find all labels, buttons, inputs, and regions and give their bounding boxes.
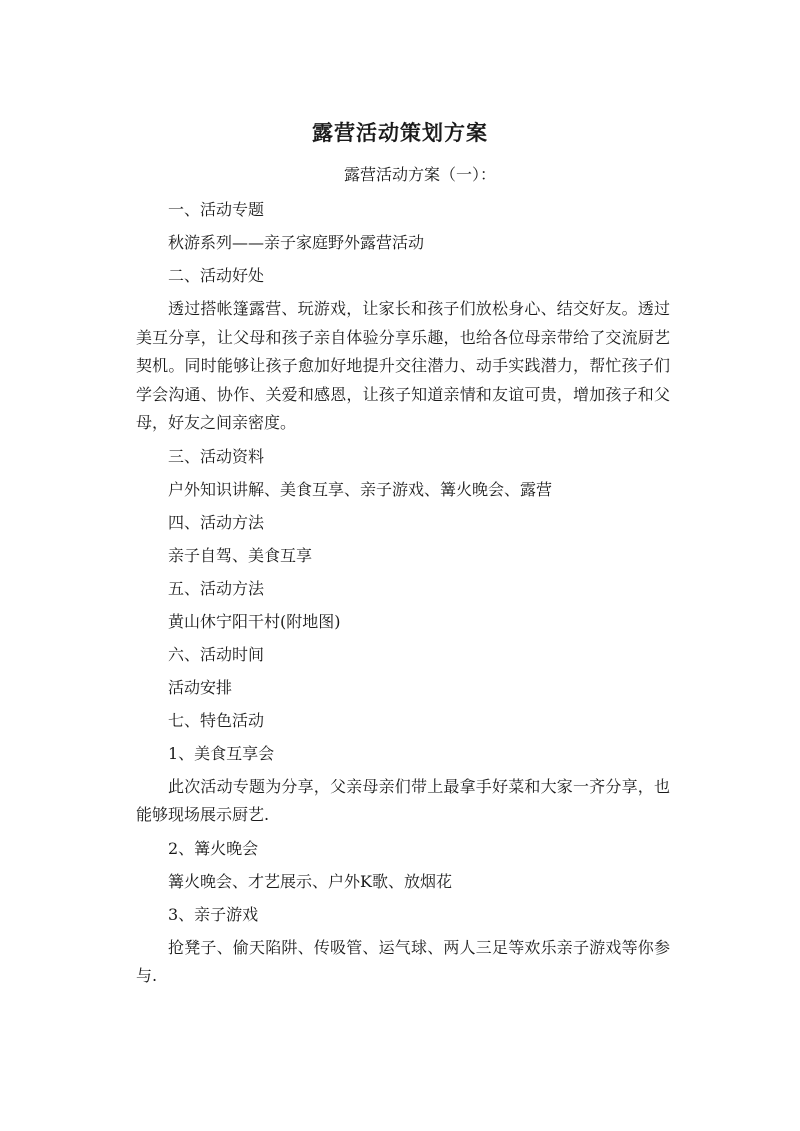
section-text-topic: 秋游系列——亲子家庭野外露营活动 bbox=[168, 233, 425, 252]
section-heading-materials: 三、活动资料 bbox=[168, 446, 265, 466]
section-text-benefits: 透过搭帐篷露营、玩游戏，让家长和孩子们放松身心、结交好友。透过美互分享，让父母和孩子亲自体验分享乐趣，也给各位母亲带给了交流厨艺契机。同时能够让孩子愈加好地提升交往潜力、动手实践潜力，帮忙孩子们学会沟通、协作、关爱和感恩，让孩子知道亲情和友谊可贵，增加孩子和父母，好友之间亲密度。 bbox=[136, 299, 670, 432]
feature-heading-food: 1、美食互享会 bbox=[168, 743, 275, 763]
feature-heading-games: 3、亲子游戏 bbox=[168, 904, 259, 924]
section-heading-method: 四、活动方法 bbox=[168, 512, 265, 532]
document-body bbox=[136, 196, 670, 996]
section-text-method: 亲子自驾、美食互享 bbox=[168, 545, 313, 565]
section-heading-benefits: 二、活动好处 bbox=[168, 266, 265, 285]
feature-text-games: 抢凳子、偷天陷阱、传吸管、运气球、两人三足等欢乐亲子游戏等你参与. bbox=[136, 937, 670, 985]
feature-text-food: 此次活动专题为分享，父亲母亲们带上最拿手好菜和大家一齐分享，也能够现场展示厨艺. bbox=[136, 776, 670, 824]
section-heading-method-2: 五、活动方法 bbox=[168, 578, 265, 598]
section-heading-features: 七、特色活动 bbox=[168, 710, 265, 730]
feature-text-bonfire: 篝火晚会、才艺展示、户外K歌、放烟花 bbox=[168, 871, 452, 891]
section-text-materials: 户外知识讲解、美食互享、亲子游戏、篝火晚会、露营 bbox=[168, 479, 553, 499]
section-text-location: 黄山休宁阳干村(附地图) bbox=[168, 611, 341, 631]
section-text-schedule: 活动安排 bbox=[168, 677, 233, 697]
document-title: 露营活动策划方案 bbox=[312, 120, 488, 145]
section-heading-topic: 一、活动专题 bbox=[168, 200, 265, 219]
feature-heading-bonfire: 2、篝火晚会 bbox=[168, 838, 259, 858]
section-heading-time: 六、活动时间 bbox=[168, 644, 265, 664]
document-subtitle: 露营活动方案（一）： bbox=[343, 165, 496, 184]
